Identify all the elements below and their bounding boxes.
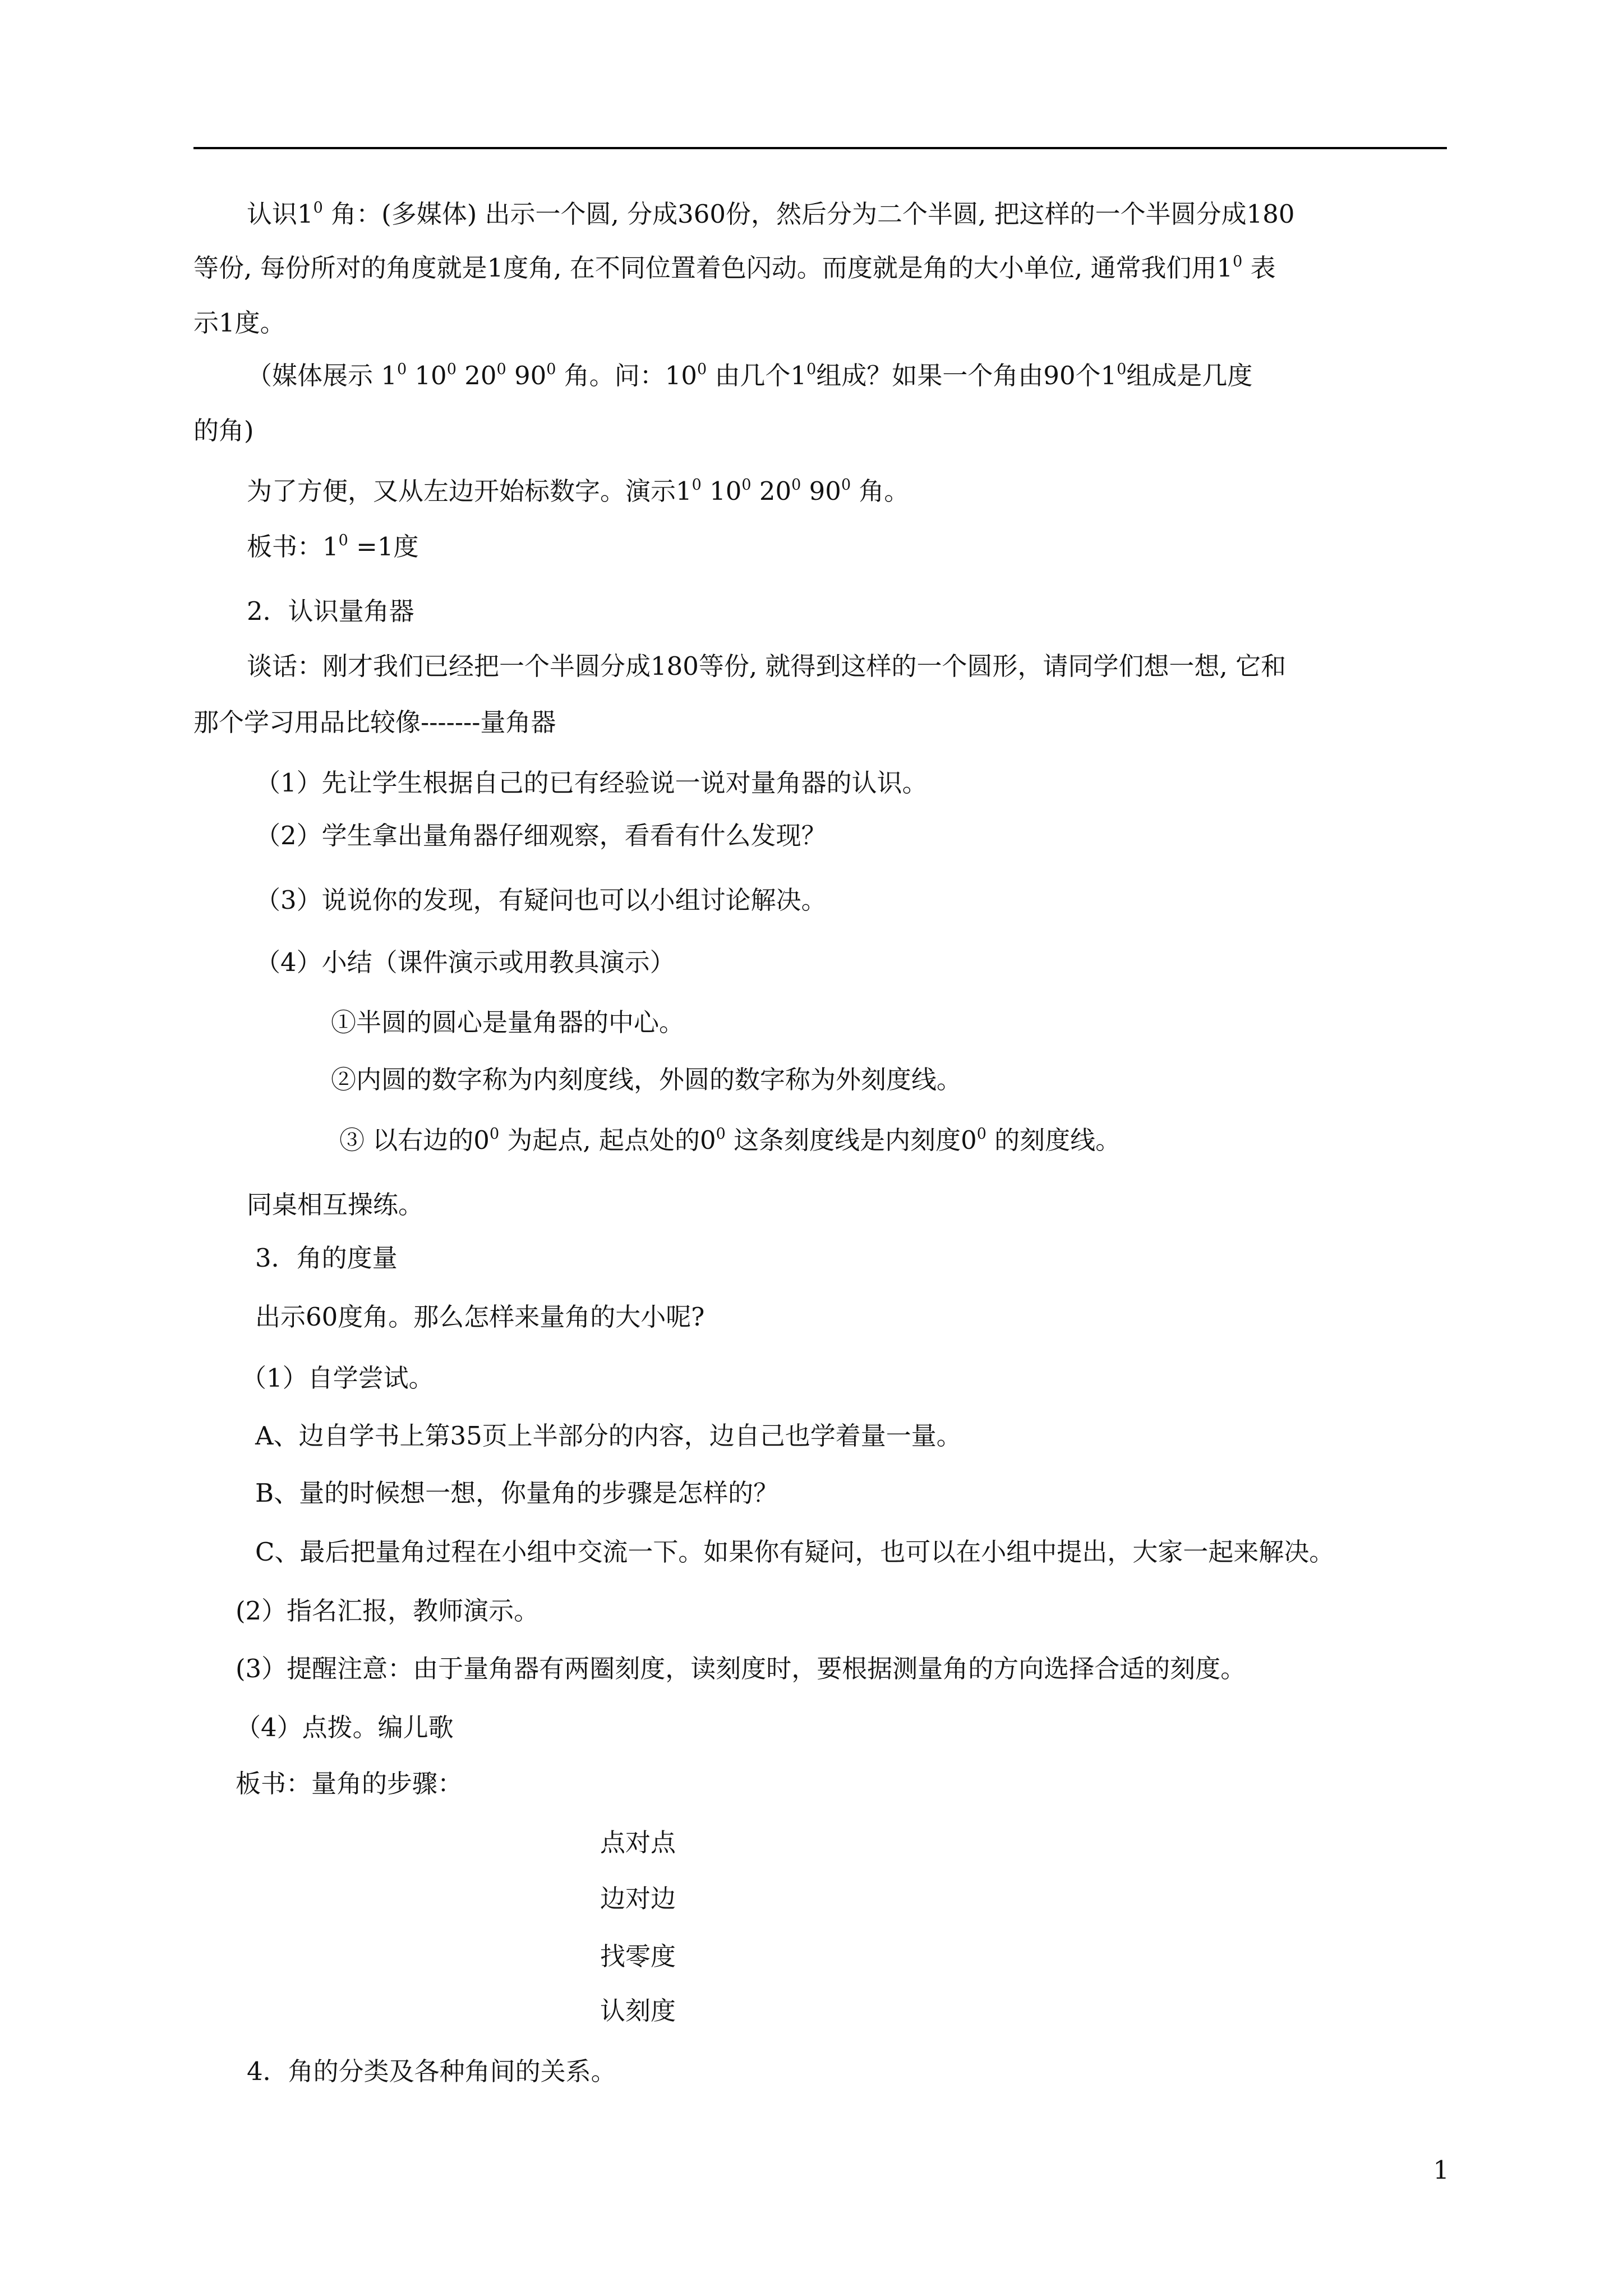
degree-superscript: 0	[741, 476, 751, 494]
text-line	[255, 1241, 398, 1275]
degree-superscript: 0	[546, 361, 556, 378]
text-line	[193, 706, 556, 739]
text-segment: （2）学生拿出量角器仔细观察，看看有什么发现？	[255, 821, 827, 850]
text-line	[600, 1882, 676, 1916]
text-segment: 的角)	[193, 416, 254, 445]
text-line	[600, 1826, 676, 1860]
text-line	[600, 1940, 676, 1973]
text-line	[255, 766, 928, 800]
text-line	[255, 1535, 1334, 1569]
text-line	[193, 251, 1276, 285]
text-segment: =1度	[348, 532, 419, 562]
text-line	[247, 197, 1295, 231]
text-line	[255, 819, 827, 853]
degree-superscript: 0	[1117, 361, 1127, 378]
text-line	[255, 1476, 778, 1510]
text-segment: (2）指名汇报，教师演示。	[236, 1596, 540, 1626]
text-segment: （3）说说你的发现，有疑问也可以小组讨论解决。	[255, 885, 827, 915]
text-line	[255, 1419, 962, 1453]
text-segment: 组成是几度	[1126, 361, 1253, 390]
text-line	[236, 1652, 1246, 1686]
text-segment: 20	[751, 476, 792, 506]
text-segment: ②内圆的数字称为内刻度线，外圆的数字称为外刻度线。	[331, 1065, 962, 1094]
page-number: 1	[1433, 2155, 1449, 2185]
degree-superscript: 0	[313, 199, 323, 217]
text-segment: 90	[506, 361, 547, 390]
text-segment: 板书：量角的步骤：	[236, 1769, 463, 1798]
text-line	[236, 1711, 454, 1745]
text-line	[247, 359, 1252, 393]
text-segment: ③ 以右边的0	[339, 1125, 490, 1155]
text-segment: 2．认识量角器	[247, 596, 414, 626]
text-segment: (3）提醒注意：由于量角器有两圈刻度，读刻度时，要根据测量角的方向选择合适的刻度。	[236, 1654, 1246, 1683]
degree-superscript: 0	[791, 476, 801, 494]
text-segment: 角。问：10	[556, 361, 697, 390]
text-segment: 那个学习用品比较像-------量角器	[193, 707, 556, 737]
text-segment: 点对点	[600, 1828, 676, 1857]
degree-superscript: 0	[496, 361, 506, 378]
text-segment: 的刻度线。	[986, 1125, 1121, 1155]
text-segment: （媒体展示 1	[247, 361, 397, 390]
text-segment: 3．角的度量	[255, 1243, 398, 1273]
text-line	[193, 414, 254, 448]
text-segment: 找零度	[600, 1941, 676, 1971]
text-line	[247, 1188, 423, 1222]
text-segment: 等份, 每份所对的角度就是1度角, 在不同位置着色闪动。而度就是角的大小单位, 通常我们用1	[193, 253, 1233, 283]
degree-superscript: 0	[697, 361, 707, 378]
text-segment: 90	[801, 476, 841, 506]
degree-superscript: 0	[338, 532, 348, 549]
text-segment: （4）点拨。编儿歌	[236, 1713, 454, 1742]
text-segment: 示1度。	[193, 308, 285, 338]
text-line	[255, 1300, 704, 1334]
degree-superscript: 0	[716, 1125, 726, 1143]
text-line	[193, 306, 285, 340]
text-segment: （4）小结（课件演示或用教具演示）	[255, 947, 675, 977]
degree-superscript: 0	[396, 361, 407, 378]
text-line	[255, 946, 675, 979]
text-segment: 表	[1242, 253, 1276, 283]
text-segment: （1）先让学生根据自己的已有经验说一说对量角器的认识。	[255, 768, 928, 798]
text-segment: A、边自学书上第35页上半部分的内容，边自己也学着量一量。	[255, 1421, 962, 1451]
text-segment: C、最后把量角过程在小组中交流一下。如果你有疑问，也可以在小组中提出，大家一起来解决。	[255, 1537, 1335, 1567]
text-line	[247, 2055, 616, 2088]
degree-superscript: 0	[806, 361, 817, 378]
text-segment: 组成？如果一个角由90个1	[816, 361, 1117, 390]
text-line	[331, 1006, 684, 1039]
text-line	[247, 475, 909, 508]
text-segment: 20	[456, 361, 497, 390]
text-segment: 角：(多媒体) 出示一个圆, 分成360份，然后分为二个半圆, 把这样的一个半圆分成180	[322, 199, 1295, 229]
degree-superscript: 0	[489, 1125, 500, 1143]
degree-superscript: 0	[841, 476, 851, 494]
text-line	[247, 530, 418, 564]
text-segment: 边对边	[600, 1884, 676, 1913]
text-line	[241, 1361, 434, 1395]
text-segment: 这条刻度线是内刻度0	[725, 1125, 977, 1155]
text-segment: 认识1	[247, 199, 313, 229]
text-line	[600, 1994, 676, 2028]
text-segment: 同桌相互操练。	[247, 1190, 424, 1220]
header-rule	[193, 147, 1447, 149]
text-segment: ①半圆的圆心是量角器的中心。	[331, 1007, 685, 1037]
text-segment: 4．角的分类及各种角间的关系。	[247, 2056, 616, 2086]
text-segment: 10	[407, 361, 447, 390]
text-segment: 10	[701, 476, 742, 506]
degree-superscript: 0	[976, 1125, 986, 1143]
text-segment: 角。	[851, 476, 910, 506]
text-segment: （1）自学尝试。	[241, 1363, 434, 1393]
text-line	[339, 1124, 1121, 1157]
text-segment: 由几个1	[707, 361, 807, 390]
text-line	[236, 1594, 539, 1628]
text-line	[247, 650, 1286, 683]
text-segment: 认刻度	[600, 1996, 676, 2026]
text-line	[247, 595, 414, 628]
text-segment: 为起点, 起点处的0	[499, 1125, 716, 1155]
text-segment: 谈话：刚才我们已经把一个半圆分成180等份, 就得到这样的一个圆形，请同学们想一想, 它和	[247, 651, 1287, 681]
text-segment: 出示60度角。那么怎样来量角的大小呢?	[255, 1302, 705, 1332]
text-line	[255, 884, 827, 917]
text-line	[331, 1063, 962, 1097]
text-line	[236, 1767, 463, 1801]
text-segment: 板书：1	[247, 532, 339, 562]
text-segment: 为了方便，又从左边开始标数字。演示1	[247, 476, 692, 506]
degree-superscript: 0	[1233, 253, 1243, 270]
degree-superscript: 0	[446, 361, 457, 378]
degree-superscript: 0	[691, 476, 702, 494]
text-segment: B、量的时候想一想，你量角的步骤是怎样的？	[255, 1478, 779, 1508]
